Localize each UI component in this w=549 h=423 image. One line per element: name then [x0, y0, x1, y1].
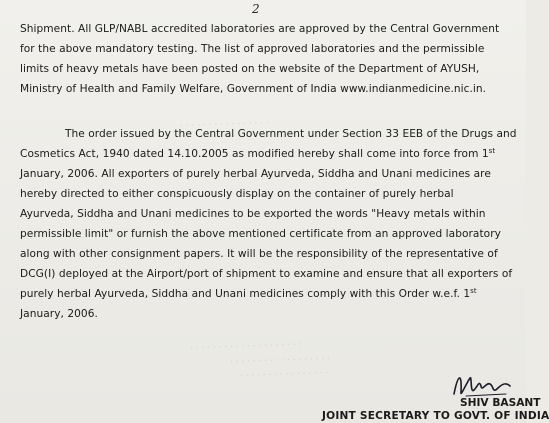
paragraph-2-line	[20, 148, 495, 160]
bleed-through-mark: · · · · · · · · · · · · · · · ·	[239, 368, 329, 382]
paragraph-2-line: hereby directed to either conspicuously display on the container of purely herbal	[20, 188, 454, 200]
paragraph-2-line: permissible limit" or furnish the above mentioned certificate from an approved laboratory	[20, 228, 501, 240]
paragraph-1-line: Ministry of Health and Family Welfare, Government of India www.indianmedicine.nic.in.	[20, 83, 487, 95]
paragraph-2-line-text: purely herbal Ayurveda, Siddha and Unani medicines comply with this Order w.e.f. 1	[20, 288, 471, 300]
paragraph-2-line: DCG(I) deployed at the Airport/port of shipment to examine and ensure that all exporters of	[20, 268, 513, 280]
paragraph-2-line: The order issued by the Central Government under Section 33 EEB of the Drugs and	[65, 128, 517, 140]
paragraph-1-line: limits of heavy metals have been posted on the website of the Department of AYUSH,	[20, 63, 480, 75]
paragraph-1-line: Shipment. All GLP/NABL accredited laboratories are approved by the Central Government	[20, 23, 500, 35]
paragraph-2-line: January, 2006. All exporters of purely herbal Ayurveda, Siddha and Unani medicines are	[20, 168, 491, 180]
paragraph-2-line: January, 2006.	[20, 308, 98, 320]
paragraph-2-line: Ayurveda, Siddha and Unani medicines to be exported the words "Heavy metals within	[20, 208, 486, 220]
ordinal-suffix: st	[488, 147, 496, 155]
paragraph-2-line-text: Cosmetics Act, 1940 dated 14.10.2005 as modified hereby shall come into force from 1	[20, 148, 489, 160]
page-number: 2	[252, 2, 260, 16]
ordinal-suffix: st	[470, 287, 477, 295]
paragraph-2-line: along with other consignment papers. It will be the responsibility of the representative of	[20, 248, 498, 260]
signatory-name: SHIV BASANT	[460, 397, 541, 409]
paragraph-1-line: for the above mandatory testing. The list of approved laboratories and the permissible	[20, 43, 485, 55]
bleed-through-mark: · · · · · · · · · · · · · · · · · ·	[229, 354, 331, 368]
bleed-through-mark: · · · · · · · · · · · · · · · ·	[179, 118, 269, 132]
signatory-title: JOINT SECRETARY TO GOVT. OF INDIA	[322, 410, 549, 422]
bleed-through-mark: · · · · · · · · · · · · · · · · · · · ·	[189, 340, 302, 354]
paragraph-2-line	[20, 288, 477, 300]
